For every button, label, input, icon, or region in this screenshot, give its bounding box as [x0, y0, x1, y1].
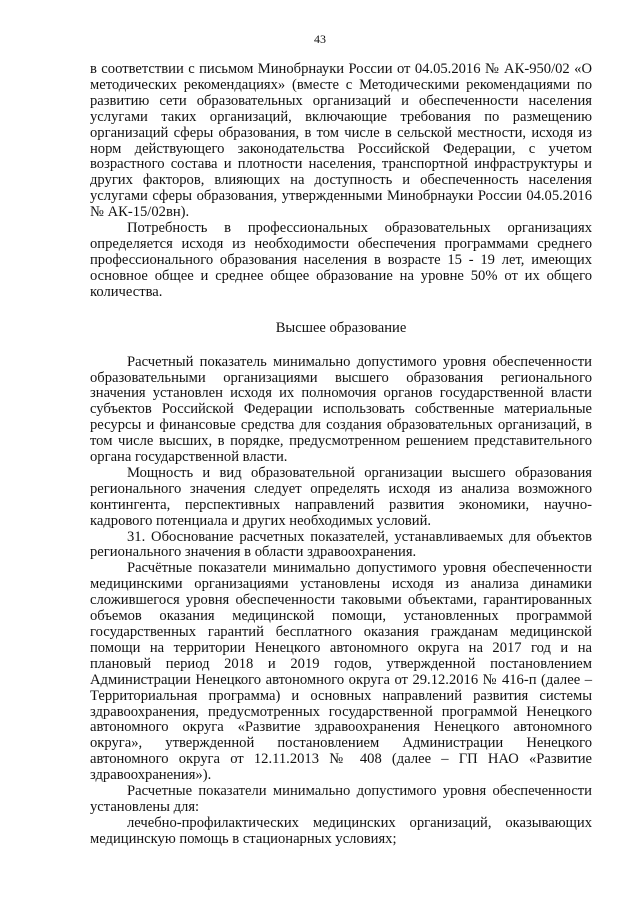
paragraph: лечебно-профилактических медицинских организаций, оказывающих медицинскую помощь в стационарных условиях; — [90, 814, 592, 847]
paragraph: Расчётные показатели минимально допустимого уровня обеспеченности медицинскими организациями установлены исходя из анализа динамики сложившегося уровня обеспеченности таковыми объектами, гарантированных объемов оказания медицинской помощи, установленных программой государственных гарантий бесплатного оказания гражданам медицинской помощи на территории Ненецкого автономного округа на 2017 год и на плановый период 2018 и 2019 годов, утвержденной постановлением Администрации Ненецкого автономного округа от 29.12.2016 № 416-п (далее – Территориальная программа) и основных направлений развития системы здравоохранения, предусмотренных государственной программой Ненецкого автономного округа «Развитие здравоохранения Ненецкого автономного округа», утвержденной постановлением Администрации Ненецкого автономного округа от 12.11.2013 № 408 (далее – ГП НАО «Развитие здравоохранения»). — [90, 560, 592, 784]
paragraph: Расчетные показатели минимально допустимого уровня обеспеченности установлены для: — [90, 783, 592, 815]
paragraph: Расчетный показатель минимально допустимого уровня обеспеченности образовательными организациями высшего образования регионального значения установлен исходя их полномочия органов государственной власти субъектов Российской Федерации использовать собственные материальные ресурсы и финансовые средства для создания образовательных организаций, в том числе высших, в порядке, предусмотренном решением представительного органа государственной власти. — [90, 353, 592, 466]
page-number: 43 — [314, 32, 326, 46]
document-body — [90, 62, 592, 848]
paragraph: 31. Обоснование расчетных показателей, устанавливаемых для объектов регионального значения в области здравоохранения. — [90, 528, 592, 561]
section-heading: Высшее образование — [275, 319, 407, 336]
paragraph: Мощность и вид образовательной организации высшего образования регионального значения следует определять исходя из анализа возможного контингента, перспективных направлений развития экономики, научно-кадрового потенциала и других необходимых условий. — [90, 464, 592, 529]
paragraph: Потребность в профессиональных образовательных организациях определяется исходя из необходимости обеспечения программами среднего профессионального образования населения в возрасте 15 - 19 лет, имеющих основное общее и среднее общее образование на уровне 50% от их общего количества. — [90, 220, 592, 300]
paragraph: в соответствии с письмом Минобрнауки России от 04.05.2016 № АК-950/02 «О методических рекомендациях» (вместе с Методическими рекомендациями по развитию сети образовательных организаций и обеспеченности населения услугами таких организаций, включающие требования по размещению организаций сферы образования, в том числе в сельской местности, исходя из норм действующего законодательства Российской Федерации, с учетом возрастного состава и плотности населения, транспортной инфраструктуры и других факторов, влияющих на доступность и обеспеченность населения услугами сферы образования, утвержденными Минобрнауки России 04.05.2016 № АК-15/02вн). — [90, 61, 592, 221]
